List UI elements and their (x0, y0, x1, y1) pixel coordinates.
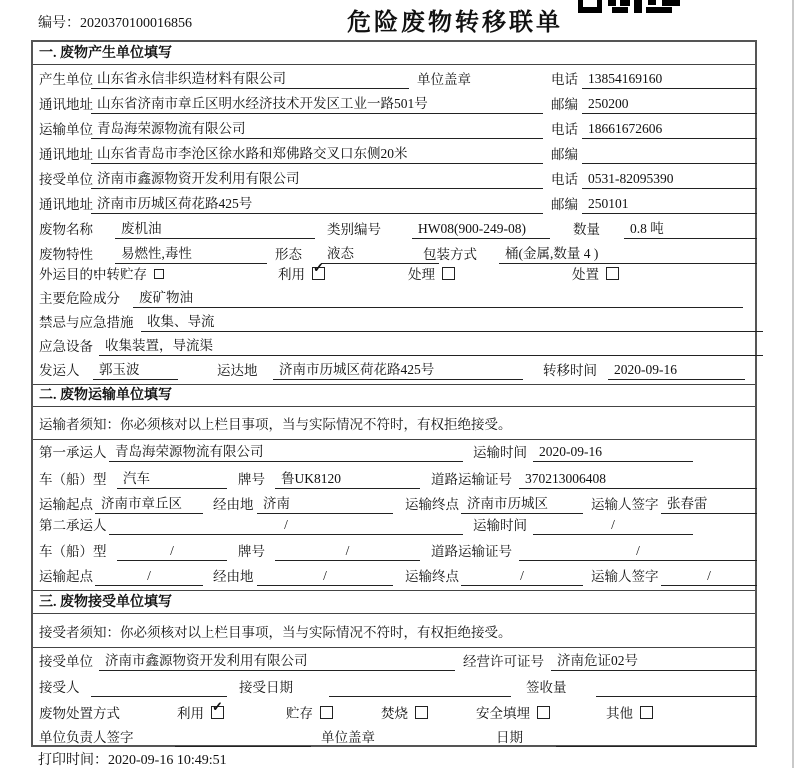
transfer-date-field[interactable]: 2020-09-16 (608, 360, 745, 380)
option-label: 处置 (572, 267, 599, 282)
receiver-phone-field[interactable]: 0531-82095390 (582, 169, 757, 189)
receiver-notice: 接受者须知：你必须核对以上栏目事项，当与实际情况不符时，有权拒绝接受。 (39, 625, 512, 640)
end2-field[interactable]: / (461, 566, 583, 586)
transporter-zip-field[interactable] (582, 144, 757, 164)
zip-label: 邮编 (551, 97, 578, 112)
destination-label: 运达地 (217, 363, 258, 378)
carrier2-field[interactable]: / (109, 515, 463, 535)
row-taboo-measures (33, 310, 755, 335)
plate-label: 牌号 (238, 472, 265, 487)
row-route2 (33, 564, 755, 589)
disposal-option-landfill[interactable] (476, 701, 550, 726)
manifest-form (31, 40, 757, 747)
purpose-option-utilize[interactable] (278, 262, 325, 287)
receiver-person-label: 接受人 (39, 680, 80, 695)
phone-label: 电话 (551, 72, 578, 87)
scan-page-edge (792, 0, 794, 768)
vehicle2-field[interactable]: / (117, 541, 227, 561)
license-field[interactable]: 济南危证02号 (551, 651, 757, 671)
purpose-option-treat[interactable] (408, 262, 455, 287)
producer-address-field[interactable]: 山东省济南市章丘区明水经济技术开发区工业一路501号 (91, 94, 543, 114)
carrier2-label: 第二承运人 (39, 518, 107, 533)
shipper-field[interactable]: 郭玉波 (93, 360, 178, 380)
start-label: 运输起点 (39, 569, 93, 584)
serial-label: 编号： (38, 16, 80, 31)
disposal-option-utilize[interactable] (177, 701, 224, 726)
transport-time-label: 运输时间 (473, 445, 527, 460)
divider (33, 647, 755, 648)
row-transporter-address (33, 142, 755, 167)
row-receiver-address (33, 192, 755, 217)
transporter-field[interactable]: 青岛海荣源物流有限公司 (91, 119, 543, 139)
option-label: 贮存 (286, 706, 313, 721)
checkbox-icon[interactable] (320, 706, 333, 719)
category-field[interactable]: HW08(900-249-08) (412, 219, 550, 239)
plate2-field[interactable]: / (275, 541, 420, 561)
page-title: 危险废物转移联单 (347, 10, 563, 36)
road-permit-label: 道路运输证号 (431, 472, 512, 487)
carrier-sign-label: 运输人签字 (591, 497, 659, 512)
start2-field[interactable]: / (95, 566, 203, 586)
transfer-date-label: 转移时间 (543, 363, 597, 378)
waste-name-label: 废物名称 (39, 222, 93, 237)
receiver-label: 接受单位 (39, 172, 93, 187)
receiver-person-field[interactable] (91, 677, 227, 697)
receiver-zip-field[interactable]: 250101 (582, 194, 757, 214)
divider (33, 590, 755, 591)
row-emergency-equipment (33, 334, 755, 359)
road-permit2-field[interactable]: / (519, 541, 757, 561)
row-carrier2 (33, 513, 755, 538)
address-label: 通讯地址 (39, 97, 93, 112)
vehicle-label: 车（船）型 (39, 472, 107, 487)
option-label: 处理 (408, 267, 435, 282)
vehicle-label: 车（船）型 (39, 544, 107, 559)
date2-label: 日期 (496, 730, 523, 745)
road-permit1-field[interactable]: 370213006408 (519, 469, 757, 489)
section2-title: 二. 废物运输单位填写 (39, 388, 172, 403)
checkbox-icon[interactable] (442, 267, 455, 280)
character-label: 废物特性 (39, 247, 93, 262)
address-label: 通讯地址 (39, 147, 93, 162)
end-label: 运输终点 (405, 497, 459, 512)
row-receiver-person (33, 675, 755, 700)
row-head-signature (33, 725, 755, 750)
destination-field[interactable]: 济南市历城区荷花路425号 (273, 360, 523, 380)
purpose-label: 外运目的： (39, 267, 107, 282)
checkbox-icon[interactable] (537, 706, 550, 719)
head-sign-field[interactable] (175, 727, 311, 747)
row-transporter (33, 117, 755, 142)
checkbox-icon[interactable] (312, 267, 325, 280)
carrier1-label: 第一承运人 (39, 445, 107, 460)
divider (33, 613, 755, 614)
zip-label: 邮编 (551, 197, 578, 212)
option-label: 中转贮存 (93, 267, 147, 282)
transport-time1-field[interactable]: 2020-09-16 (533, 442, 693, 462)
via1-field[interactable]: 济南 (257, 494, 393, 514)
disposal-option-other[interactable] (606, 701, 653, 726)
taboo-field[interactable]: 收集、导流 (141, 312, 763, 332)
row-producer (33, 67, 755, 92)
row-producer-address (33, 92, 755, 117)
receiving-unit-label: 接受单位 (39, 654, 93, 669)
quantity-field[interactable]: 0.8 吨 (624, 219, 757, 239)
transporter-phone-field[interactable]: 18661672606 (582, 119, 757, 139)
transport-time-label: 运输时间 (473, 518, 527, 533)
hazard-label: 主要危险成分 (39, 291, 120, 306)
checkbox-icon[interactable] (211, 706, 224, 719)
section3-title: 三. 废物接受单位填写 (39, 595, 172, 610)
signed-amount-field[interactable] (596, 677, 757, 697)
plate-label: 牌号 (238, 544, 265, 559)
receive-date-label: 接受日期 (239, 680, 293, 695)
row-hazard-component (33, 286, 755, 311)
start-label: 运输起点 (39, 497, 93, 512)
unit-seal-label: 单位盖章 (321, 730, 375, 745)
section1-title: 一. 废物产生单位填写 (39, 46, 172, 61)
equipment-label: 应急设备 (39, 339, 93, 354)
via2-field[interactable]: / (257, 566, 393, 586)
row-carrier1 (33, 440, 755, 465)
waste-name-field[interactable]: 废机油 (115, 219, 315, 239)
equipment-field[interactable]: 收集装置，导流渠 (99, 336, 763, 356)
shipper-label: 发运人 (39, 363, 80, 378)
packing-label: 包装方式 (423, 247, 477, 262)
serial-number-line (38, 12, 192, 32)
row-shipper (33, 358, 755, 383)
end-label: 运输终点 (405, 569, 459, 584)
hazard-field[interactable]: 废矿物油 (133, 288, 743, 308)
phone-label: 电话 (551, 122, 578, 137)
disposal-label: 废物处置方式 (39, 706, 120, 721)
qr-code-fragment (578, 0, 680, 17)
receive-date-field[interactable] (329, 677, 511, 697)
row-disposal-method (33, 701, 755, 726)
row-receiving-unit (33, 649, 755, 674)
producer-field[interactable]: 山东省永信非织造材料有限公司 (91, 69, 409, 89)
seal-label: 单位盖章 (417, 72, 471, 87)
start1-field[interactable]: 济南市章丘区 (95, 494, 203, 514)
disposal-option-incinerate[interactable] (381, 701, 428, 726)
vehicle1-field[interactable]: 汽车 (117, 469, 227, 489)
transporter-label: 运输单位 (39, 122, 93, 137)
option-label: 利用 (278, 267, 305, 282)
signed-amount-label: 签收量 (526, 680, 567, 695)
checkbox-icon[interactable] (415, 706, 428, 719)
carrier1-field[interactable]: 青岛海荣源物流有限公司 (109, 442, 463, 462)
checkbox-icon[interactable] (154, 269, 164, 279)
quantity-label: 数量 (573, 222, 600, 237)
zip-label: 邮编 (551, 147, 578, 162)
head-sign-label: 单位负责人签字 (39, 730, 134, 745)
date2-field[interactable] (556, 727, 757, 747)
phone-label: 电话 (551, 172, 578, 187)
purpose-option-storage[interactable] (93, 262, 164, 287)
print-time-label: 打印时间： (38, 753, 108, 768)
packing-field[interactable]: 桶(金属,数量 4 ) (499, 244, 757, 264)
form-label: 形态 (275, 247, 302, 262)
carrier-sign1-field[interactable]: 张春雷 (661, 494, 757, 514)
producer-phone-field[interactable]: 13854169160 (582, 69, 757, 89)
license-label: 经营许可证号 (463, 654, 544, 669)
divider (33, 406, 755, 407)
row-receiver (33, 167, 755, 192)
address-label: 通讯地址 (39, 197, 93, 212)
serial-value: 2020370100016856 (80, 16, 192, 31)
print-time-value: 2020-09-16 10:49:51 (108, 753, 227, 768)
row-waste-name (33, 217, 755, 242)
road-permit-label: 道路运输证号 (431, 544, 512, 559)
form-field[interactable]: 液态 (321, 244, 439, 264)
character-field[interactable]: 易燃性,毒性 (115, 244, 267, 264)
receiver-address-field[interactable]: 济南市历城区荷花路425号 (91, 194, 543, 214)
transporter-address-field[interactable]: 山东省青岛市李沧区徐水路和郑佛路交叉口东侧20米 (91, 144, 543, 164)
checkbox-icon[interactable] (640, 706, 653, 719)
row-transfer-purpose (33, 262, 755, 287)
carrier-sign-label: 运输人签字 (591, 569, 659, 584)
taboo-label: 禁忌与应急措施 (39, 315, 134, 330)
category-label: 类别编号 (327, 222, 381, 237)
row-vehicle2 (33, 539, 755, 564)
transport-time2-field[interactable]: / (533, 515, 693, 535)
divider (33, 384, 755, 385)
end1-field[interactable]: 济南市历城区 (461, 494, 583, 514)
option-label: 安全填埋 (476, 706, 530, 721)
via-label: 经由地 (213, 497, 254, 512)
option-label: 焚烧 (381, 706, 408, 721)
receiving-unit-field[interactable]: 济南市鑫源物资开发利用有限公司 (99, 651, 455, 671)
receiver-field[interactable]: 济南市鑫源物资开发利用有限公司 (91, 169, 543, 189)
print-time-line (38, 749, 227, 769)
carrier-sign2-field[interactable]: / (661, 566, 757, 586)
plate1-field[interactable]: 鲁UK8120 (275, 469, 420, 489)
transporter-notice: 运输者须知：你必须核对以上栏目事项，当与实际情况不符时，有权拒绝接受。 (39, 417, 512, 432)
purpose-option-dispose[interactable] (572, 262, 619, 287)
row-vehicle1 (33, 467, 755, 492)
producer-label: 产生单位 (39, 72, 93, 87)
checkbox-icon[interactable] (606, 267, 619, 280)
divider (33, 64, 755, 65)
option-label: 利用 (177, 706, 204, 721)
producer-zip-field[interactable]: 250200 (582, 94, 757, 114)
via-label: 经由地 (213, 569, 254, 584)
option-label: 其他 (606, 706, 633, 721)
disposal-option-storage[interactable] (286, 701, 333, 726)
